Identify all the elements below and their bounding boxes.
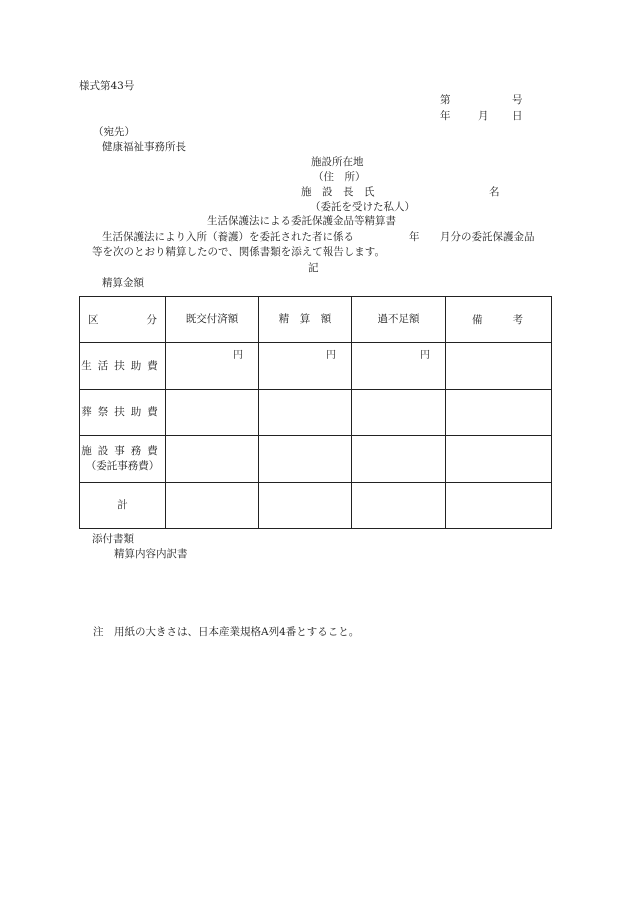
header-remarks-2: 考 — [512, 314, 523, 326]
attachments-label: 添付書類 — [92, 533, 134, 545]
cell-settlement[interactable] — [259, 436, 352, 482]
cell-settlement[interactable] — [259, 389, 352, 435]
header-remarks — [446, 297, 552, 343]
row-label-facility-office-main: 施設事務費 — [81, 444, 164, 457]
cell-already-paid[interactable] — [166, 436, 259, 482]
addressee-label: （宛先） — [93, 126, 135, 138]
amount-label: 精算金額 — [102, 277, 144, 289]
ki-label: 記 — [308, 262, 319, 274]
cell-settlement[interactable] — [259, 482, 352, 528]
attachments-item: 精算内容内訳書 — [114, 548, 188, 560]
header-remarks-1: 備 — [472, 314, 483, 326]
yen-unit: 円 — [326, 350, 336, 362]
body-line1-c: 月分の委託保護金品 — [440, 231, 535, 243]
table-row — [80, 436, 552, 482]
settlement-table — [79, 296, 552, 529]
paper-size-note: 注 用紙の大きさは、日本産業規格A列4番とすること。 — [93, 626, 360, 638]
body-line1-year: 年 — [409, 231, 420, 243]
table-row — [80, 482, 552, 528]
body-line1-a: 生活保護法により入所（養護）を委託された者に係る — [102, 231, 354, 243]
row-label-facility-office-sub: （委託事務費） — [85, 459, 160, 472]
row-label-total: 計 — [80, 482, 166, 528]
cell-excess-shortage[interactable] — [352, 389, 446, 435]
facility-director-label: 施 設 長 氏 — [301, 186, 375, 198]
body-line2: 等を次のとおり精算したので、関係書類を添えて報告します。 — [92, 246, 385, 258]
cell-remarks[interactable] — [446, 389, 552, 435]
cell-excess-shortage[interactable] — [352, 343, 446, 389]
cell-already-paid[interactable] — [166, 343, 259, 389]
row-label-funeral-assistance: 葬祭扶助費 — [80, 389, 166, 435]
cell-already-paid[interactable] — [166, 389, 259, 435]
addressee-name: 健康福祉事務所長 — [102, 141, 186, 153]
facility-director-name-suffix: 名 — [489, 186, 500, 198]
form-number: 様式第43号 — [79, 80, 135, 92]
cell-remarks[interactable] — [446, 482, 552, 528]
table-row — [80, 343, 552, 389]
header-excess-shortage: 過不足額 — [352, 297, 446, 343]
header-kubun-1: 区 — [88, 314, 99, 326]
cell-excess-shortage[interactable] — [352, 482, 446, 528]
yen-unit: 円 — [420, 350, 430, 362]
document-title: 生活保護法による委託保護金品等精算書 — [207, 215, 396, 227]
document-number-prefix: 第 — [440, 94, 451, 106]
facility-address-label: （住 所） — [313, 171, 366, 183]
yen-unit: 円 — [233, 350, 243, 362]
date-day: 日 — [512, 110, 523, 122]
row-label-living-assistance: 生活扶助費 — [80, 343, 166, 389]
document-number-suffix: 号 — [512, 94, 523, 106]
facility-consignee-label: （委託を受けた私人） — [310, 201, 415, 213]
cell-remarks[interactable] — [446, 343, 552, 389]
facility-location-label: 施設所在地 — [311, 156, 364, 168]
date-year: 年 — [440, 110, 451, 122]
cell-remarks[interactable] — [446, 436, 552, 482]
cell-already-paid[interactable] — [166, 482, 259, 528]
cell-excess-shortage[interactable] — [352, 436, 446, 482]
table-row — [80, 389, 552, 435]
header-settlement: 精 算 額 — [259, 297, 352, 343]
date-month: 月 — [478, 110, 489, 122]
table-header-row — [80, 297, 552, 343]
header-already-paid: 既交付済額 — [166, 297, 259, 343]
cell-settlement[interactable] — [259, 343, 352, 389]
header-kubun — [80, 297, 166, 343]
row-label-facility-office — [80, 436, 166, 482]
header-kubun-2: 分 — [146, 314, 157, 326]
